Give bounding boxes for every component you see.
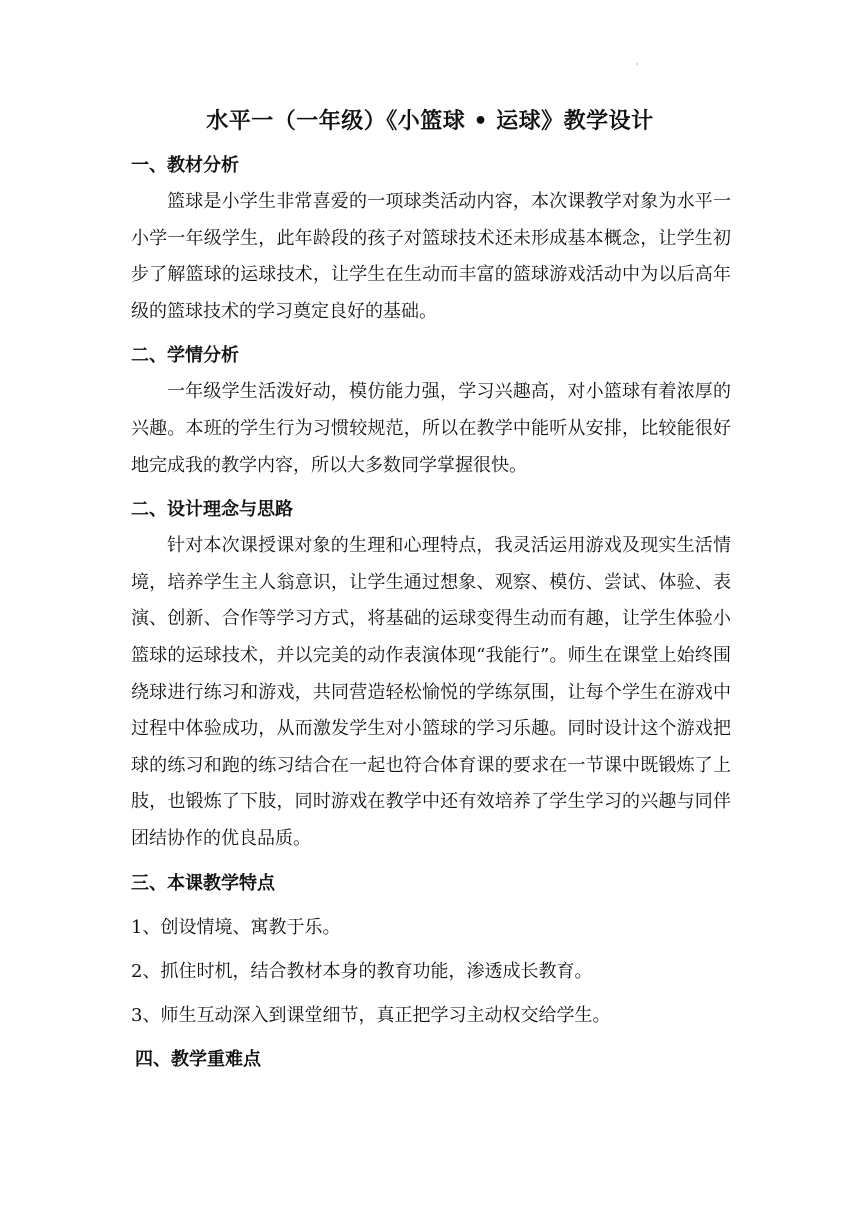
- section-paragraph-design-concept: 针对本次课授课对象的生理和心理特点，我灵活运用游戏及现实生活情境，培养学生主人翁意识，让学生通过想象、观察、模仿、尝试、体验、表演、创新、合作等学习方式，将基础的运球变得生动而有趣，让学生体验小篮球的运球技术，并以完美的动作表演体现“我能行”。师生在课堂上始终围绕球进行练习和游戏，共同营造轻松愉悦的学练氛围，让每个学生在游戏中过程中体验成功，从而激发学生对小篮球的学习乐趣。同时设计这个游戏把球的练习和跑的练习结合在一起也符合体育课的要求在一节课中既锻炼了上肢，也锻炼了下肢，同时游戏在教学中还有效培养了学生学习的兴趣与同伴团结协作的优良品质。: [131, 535, 731, 849]
- section-heading-design-concept: 二、设计理念与思路: [131, 499, 293, 521]
- list-item: 3、师生互动深入到课堂细节，真正把学习主动权交给学生。: [131, 1004, 611, 1026]
- document-body: [131, 148, 731, 1078]
- document-title: 水平一（一年级）《小篮球 • 运球》教学设计: [206, 109, 654, 134]
- corner-mark: ·: [636, 60, 639, 69]
- section-heading-textbook-analysis: 一、教材分析: [131, 155, 239, 176]
- list-item: 1、创设情境、寓教于乐。: [131, 916, 341, 938]
- section-heading-key-difficulties: 四、教学重难点: [135, 1048, 261, 1070]
- section-heading-teaching-features: 三、本课教学特点: [131, 872, 275, 894]
- section-paragraph-student-analysis: 一年级学生活泼好动，模仿能力强，学习兴趣高，对小篮球有着浓厚的兴趣。本班的学生行为习惯较规范，所以在教学中能听从安排，比较能很好地完成我的教学内容，所以大多数同学掌握很快。: [131, 381, 731, 476]
- section-paragraph-textbook-analysis: 篮球是小学生非常喜爱的一项球类活动内容，本次课教学对象为水平一小学一年级学生，此年龄段的孩子对篮球技术还未形成基本概念，让学生初步了解篮球的运球技术，让学生在生动而丰富的篮球游戏活动中为以后高年级的篮球技术的学习奠定良好的基础。: [131, 191, 731, 322]
- list-item: 2、抓住时机，结合教材本身的教育功能，渗透成长教育。: [131, 960, 593, 982]
- section-heading-student-analysis: 二、学情分析: [131, 345, 239, 367]
